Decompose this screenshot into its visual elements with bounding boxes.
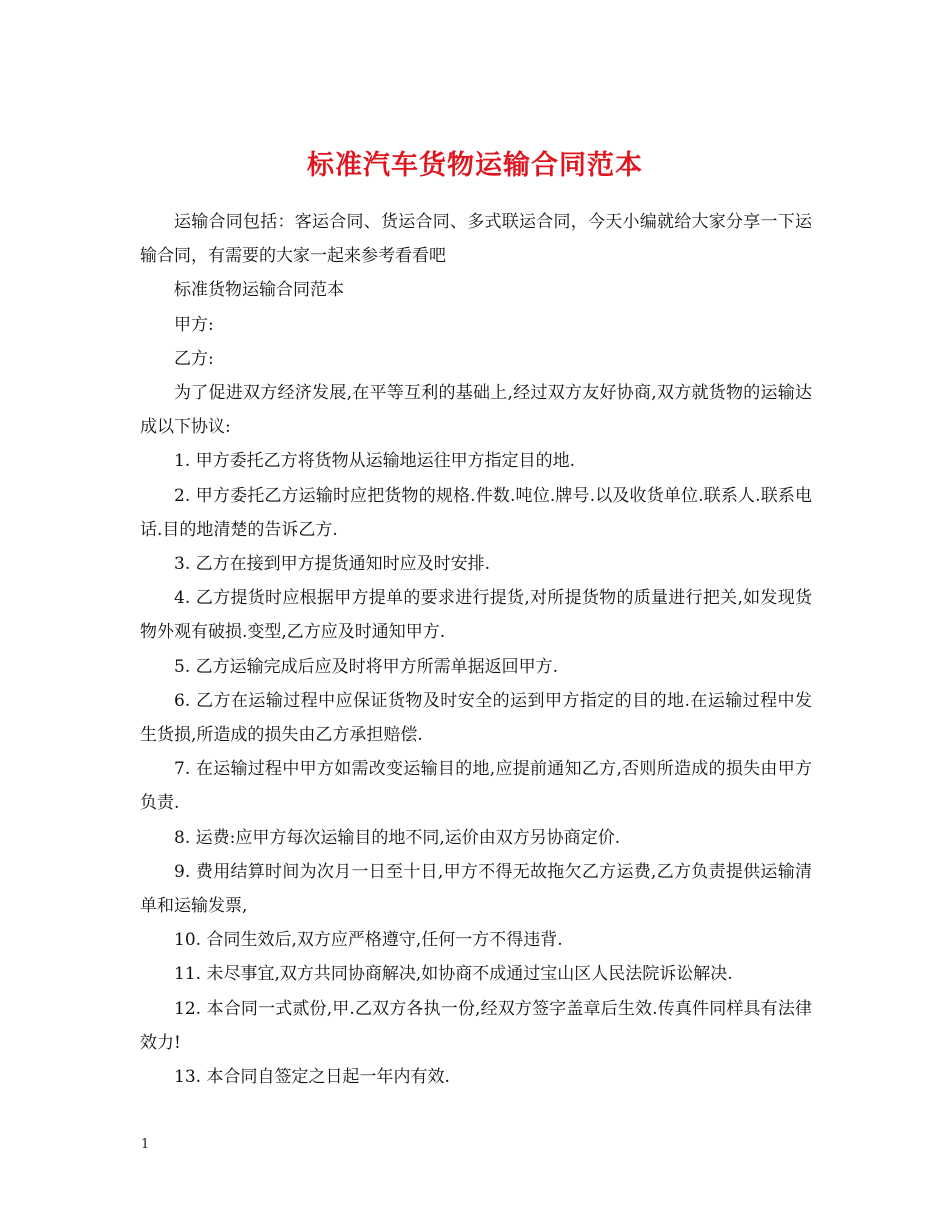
clause-12: 12. 本合同一式贰份,甲.乙双方各执一份,经双方签字盖章后生效.传真件同样具有法律效力! xyxy=(140,998,812,1053)
clause-5: 5. 乙方运输完成后应及时将甲方所需单据返回甲方. xyxy=(174,656,559,677)
page-number: 1 xyxy=(141,1137,150,1152)
clause-8: 8. 运费:应甲方每次运输目的地不同,运价由双方另协商定价. xyxy=(174,827,621,848)
clause-13: 13. 本合同自签定之日起一年内有效. xyxy=(174,1067,450,1088)
clause-3: 3. 乙方在接到甲方提货通知时应及时安排. xyxy=(174,554,491,575)
clause-11: 11. 未尽事宜,双方共同协商解决,如协商不成通过宝山区人民法院诉讼解决. xyxy=(174,964,733,985)
party-a-line: 甲方: xyxy=(174,314,214,335)
document-title: 标准汽车货物运输合同范本 xyxy=(307,150,643,182)
clause-4: 4. 乙方提货时应根据甲方提单的要求进行提货,对所提货物的质量进行把关,如发现货物外观有破损.变型,乙方应及时通知甲方. xyxy=(140,588,812,643)
preamble-paragraph: 为了促进双方经济发展,在平等互利的基础上,经过双方友好协商,双方就货物的运输达成以下协议: xyxy=(140,383,812,438)
clause-6: 6. 乙方在运输过程中应保证货物及时安全的运到甲方指定的目的地.在运输过程中发生货损,所造成的损失由乙方承担赔偿. xyxy=(140,690,812,746)
clause-10: 10. 合同生效后,双方应严格遵守,任何一方不得违背. xyxy=(174,930,563,951)
document-body xyxy=(140,205,812,1094)
contract-subtitle: 标准货物运输合同范本 xyxy=(174,280,344,301)
clause-9: 9. 费用结算时间为次月一日至十日,甲方不得无故拖欠乙方运费,乙方负责提供运输清单和运输发票, xyxy=(140,861,812,917)
clause-7: 7. 在运输过程中甲方如需改变运输目的地,应提前通知乙方,否则所造成的损失由甲方负责. xyxy=(140,759,812,814)
party-b-line: 乙方: xyxy=(174,348,214,369)
clause-1: 1. 甲方委托乙方将货物从运输地运往甲方指定目的地. xyxy=(174,451,576,472)
intro-paragraph: 运输合同包括：客运合同、货运合同、多式联运合同，今天小编就给大家分享一下运输合同，有需要的大家一起来参考看看吧 xyxy=(140,212,812,267)
clause-2: 2. 甲方委托乙方运输时应把货物的规格.件数.吨位.牌号.以及收货单位.联系人.联系电话.目的地清楚的告诉乙方. xyxy=(140,485,812,540)
